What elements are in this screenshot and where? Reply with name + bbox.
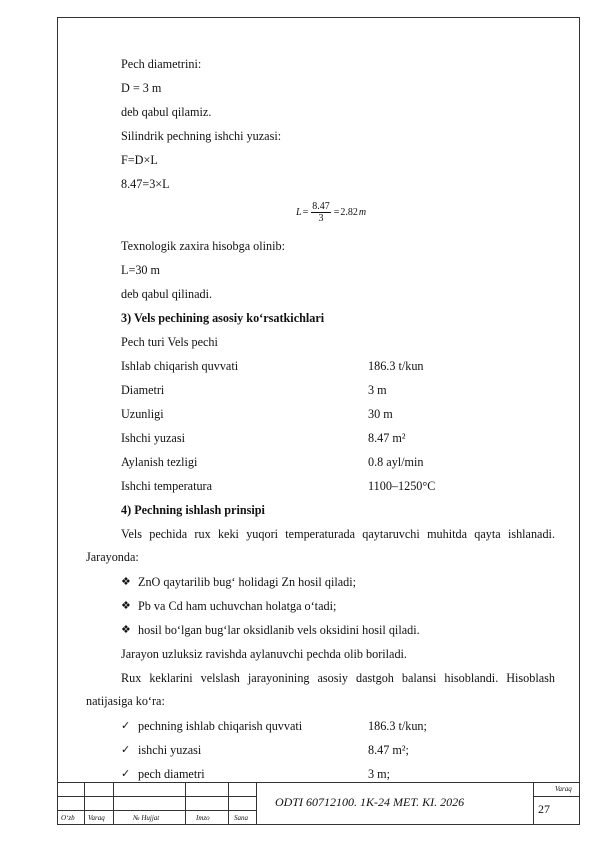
spec-value: 0.8 ayl/min — [368, 455, 424, 469]
text-line: L=30 m — [121, 263, 161, 277]
col-label-sana: Sana — [234, 814, 248, 822]
spec-name: Diametri — [121, 383, 165, 397]
spec-value: 186.3 t/kun — [368, 359, 424, 373]
list-item: ZnO qaytarilib bug‘ holidagi Zn hosil qiladi; — [138, 575, 356, 589]
diamond-bullet-icon: ❖ — [121, 600, 131, 612]
paragraph: Vels pechida rux keki yuqori temperaturada qaytaruvchi muhitda qayta ishlanadi. Jarayonda: — [86, 527, 555, 564]
formula-denominator: 3 — [318, 213, 324, 224]
document-code: ODTI 60712100. 1K-24 MET. KI. 2026 — [275, 795, 465, 809]
spec-name: Ishchi temperatura — [121, 479, 213, 493]
spec-name: Ishlab chiqarish quvvati — [121, 359, 239, 373]
divider — [57, 782, 580, 783]
formula-equals: = — [302, 207, 309, 218]
check-item-value: 3 m; — [368, 767, 391, 781]
check-item-name: ishchi yuzasi — [138, 743, 202, 757]
spec-value: 3 m — [368, 383, 387, 397]
divider — [256, 782, 257, 825]
text-line: Pech turi Vels pechi — [121, 335, 218, 349]
divider — [228, 782, 229, 825]
formula-lhs: L — [296, 207, 302, 218]
checkmark-icon: ✓ — [121, 720, 131, 732]
divider — [533, 782, 534, 825]
divider — [113, 782, 114, 825]
col-label-imzo: Imzo — [196, 814, 210, 822]
divider — [84, 782, 85, 825]
check-item-name: pech diametri — [138, 767, 205, 781]
divider — [533, 796, 580, 797]
formula-unit: m — [358, 207, 367, 218]
text-line: Pech diametrini: — [121, 57, 202, 71]
check-item-value: 8.47 m²; — [368, 743, 409, 757]
spec-value: 1100–1250°C — [368, 479, 436, 493]
formula-result: 2.82 — [340, 207, 358, 218]
section-heading: 4) Pechning ishlash prinsipi — [121, 503, 265, 517]
text-line: Texnologik zaxira hisobga olinib: — [121, 239, 285, 253]
col-label-varaq: Varaq — [88, 814, 105, 822]
paragraph: Rux keklarini velslash jarayonining asosiy dastgoh balansi hisoblandi. Hisoblash natijasiga ko‘ra: — [86, 671, 555, 708]
text-line: D = 3 m — [121, 81, 162, 95]
spec-name: Uzunligi — [121, 407, 164, 421]
page-number: 27 — [538, 802, 550, 816]
list-item: hosil bo‘lgan bug‘lar oksidlanib vels oksidini hosil qiladi. — [138, 623, 420, 637]
list-item: Pb va Cd ham uchuvchan holatga o‘tadi; — [138, 599, 337, 613]
varaq-label: Varaq — [555, 785, 572, 793]
checkmark-icon: ✓ — [121, 768, 131, 780]
text-line: Jarayon uzluksiz ravishda aylanuvchi pechda olib boriladi. — [121, 647, 407, 661]
text-line: F=D×L — [121, 153, 158, 167]
text-line: deb qabul qilamiz. — [121, 105, 212, 119]
formula-length — [296, 201, 366, 224]
text-line: 8.47=3×L — [121, 177, 170, 191]
checkmark-icon: ✓ — [121, 744, 131, 756]
diamond-bullet-icon: ❖ — [121, 576, 131, 588]
formula-equals: = — [333, 207, 340, 218]
diamond-bullet-icon: ❖ — [121, 624, 131, 636]
text-line: deb qabul qilinadi. — [121, 287, 213, 301]
divider — [185, 782, 186, 825]
spec-value: 30 m — [368, 407, 393, 421]
formula-fraction — [311, 201, 331, 224]
formula-numerator: 8.47 — [312, 201, 330, 212]
spec-name: Aylanish tezligi — [121, 455, 198, 469]
text-line: Silindrik pechning ishchi yuzasi: — [121, 129, 282, 143]
divider — [57, 810, 256, 811]
title-block — [57, 782, 580, 825]
check-item-name: pechning ishlab chiqarish quvvati — [138, 719, 303, 733]
col-label-hujjat: № Hujjat — [133, 814, 160, 822]
col-label-ozb: O‘zb — [61, 814, 75, 822]
spec-value: 8.47 m² — [368, 431, 406, 445]
check-item-value: 186.3 t/kun; — [368, 719, 427, 733]
section-heading: 3) Vels pechining asosiy ko‘rsatkichlari — [121, 311, 325, 325]
divider — [57, 796, 256, 797]
spec-name: Ishchi yuzasi — [121, 431, 185, 445]
